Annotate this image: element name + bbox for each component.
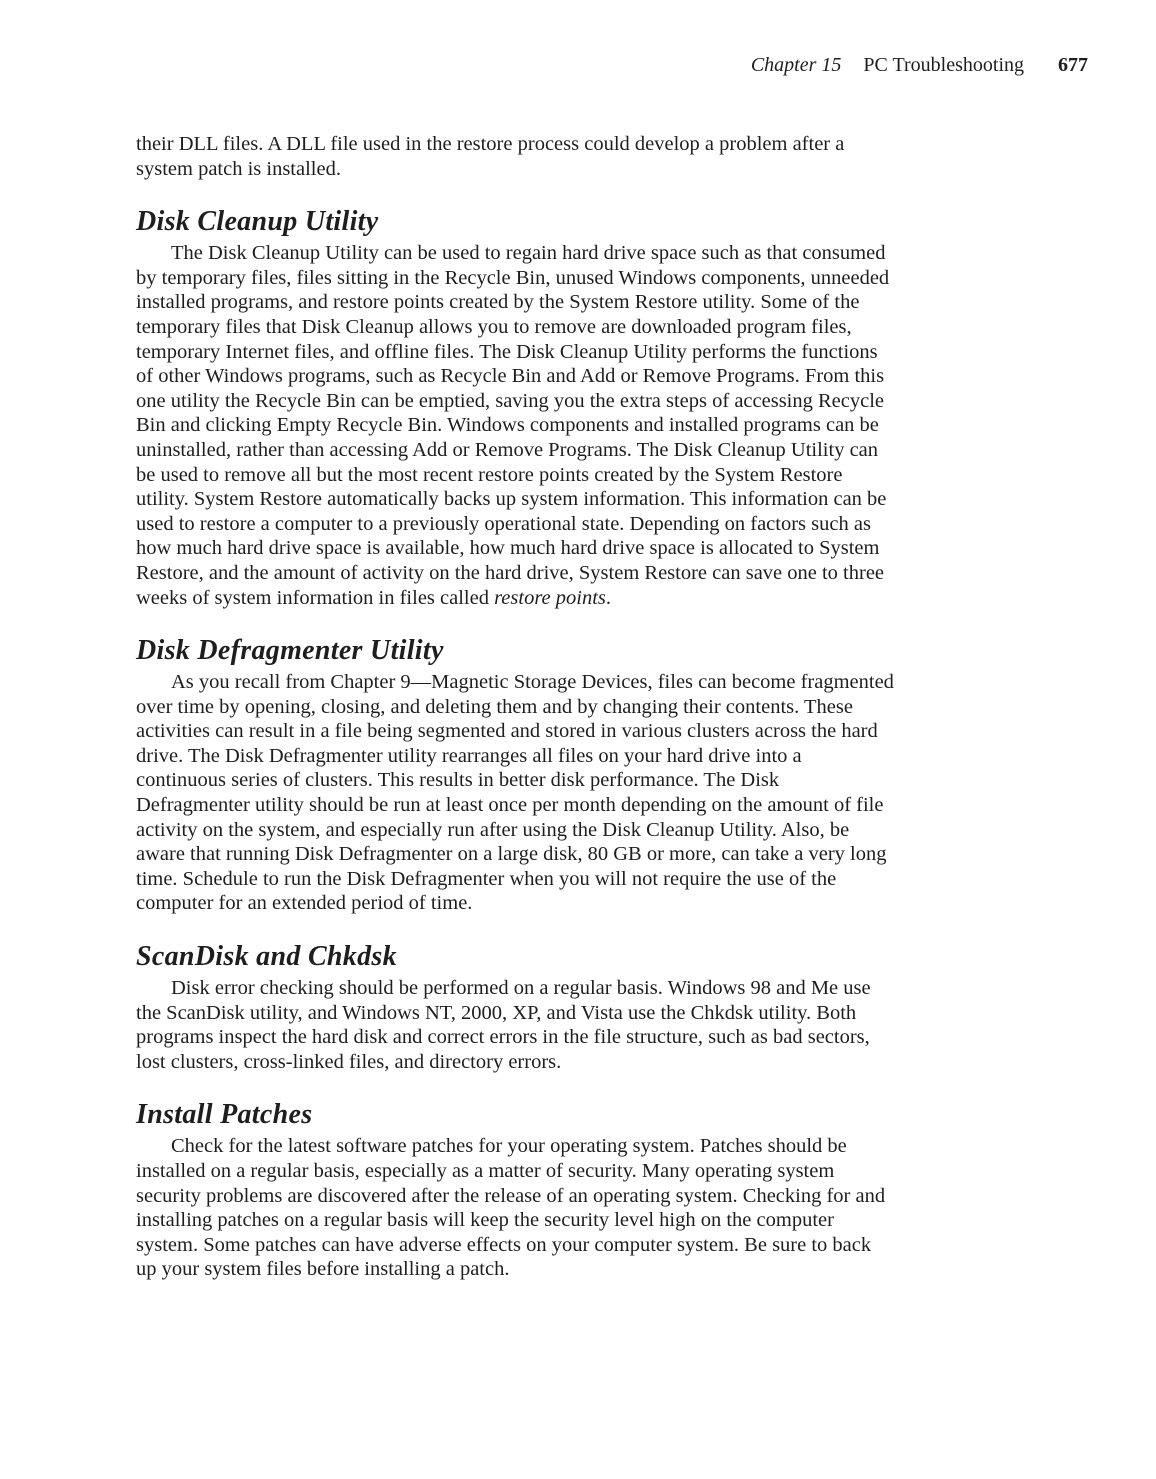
page-number: 677 [1058,54,1088,76]
page-body [136,132,896,1282]
section-paragraph: Check for the latest software patches for your operating system. Patches should be installed on a regular basis, especially as a matter of security. Many operating system security problems are discovered after the release of an operating system. Checking for and installing patches on a regular basis will keep the security level high on the computer system. Some patches can have adverse effects on your computer system. Be sure to back up your system files before installing a patch. [136,1135,886,1281]
section-paragraph: The Disk Cleanup Utility can be used to regain hard drive space such as that consumed by temporary files, files sitting in the Recycle Bin, unused Windows components, unneeded installed programs, and restore points created by the System Restore utility. Some of the temporary files that Disk Cleanup allows you to remove are downloaded program files, temporary Internet files, and offline files. The Disk Cleanup Utility performs the functions of other Windows programs, such as Recycle Bin and Add or Remove Programs. From this one utility the Recycle Bin can be emptied, saving you the extra steps of accessing Recycle Bin and clicking Empty Recycle Bin. Windows components and installed programs can be uninstalled, rather than accessing Add or Remove Programs. The Disk Cleanup Utility can be used to remove all but the most recent restore points created by the System Restore utility. System Restore automatically backs up system information. This information can be used to restore a computer to a previously operational state. Depending on factors such as how much hard drive space is available, how much hard drive space is allocated to System Restore, and the amount of activity on the hard drive, System Restore can save one to three weeks of system information in files called restore points. [136,242,890,609]
chapter-title: PC Troubleshooting [863,54,1024,76]
chapter-label: Chapter 15 [750,54,842,76]
section-paragraph: As you recall from Chapter 9—Magnetic Storage Devices, files can become fragmented over time by opening, closing, and deleting them and by changing their contents. These activities can result in a file being segmented and stored in various clusters across the hard drive. The Disk Defragmenter utility rearranges all files on your hard drive into a continuous series of clusters. This results in better disk performance. The Disk Defragmenter utility should be run at least once per month depending on the amount of file activity on the system, and especially run after using the Disk Cleanup Utility. Also, be aware that running Disk Defragmenter on a large disk, 80 GB or more, can take a very long time. Schedule to run the Disk Defragmenter when you will not require the use of the computer for an extended period of time. [136,671,894,915]
section-heading: Disk Defragmenter Utility [136,635,444,667]
section-disk-cleanup [136,205,896,610]
intro-paragraph: their DLL files. A DLL file used in the restore process could develop a problem after a system patch is installed. [136,133,845,180]
section-heading: ScanDisk and Chkdsk [136,941,397,973]
section-scandisk-chkdsk [136,940,896,1074]
section-disk-defragmenter [136,634,896,916]
section-heading: Install Patches [136,1099,313,1131]
section-paragraph: Disk error checking should be performed on a regular basis. Windows 98 and Me use the ScanDisk utility, and Windows NT, 2000, XP, and Vista use the Chkdsk utility. Both programs inspect the hard disk and correct errors in the file structure, such as bad sectors, lost clusters, cross-linked files, and directory errors. [136,977,871,1073]
section-heading: Disk Cleanup Utility [136,206,379,238]
term-restore-points: restore points [494,586,606,609]
running-header [751,52,1088,78]
section-install-patches [136,1098,896,1282]
